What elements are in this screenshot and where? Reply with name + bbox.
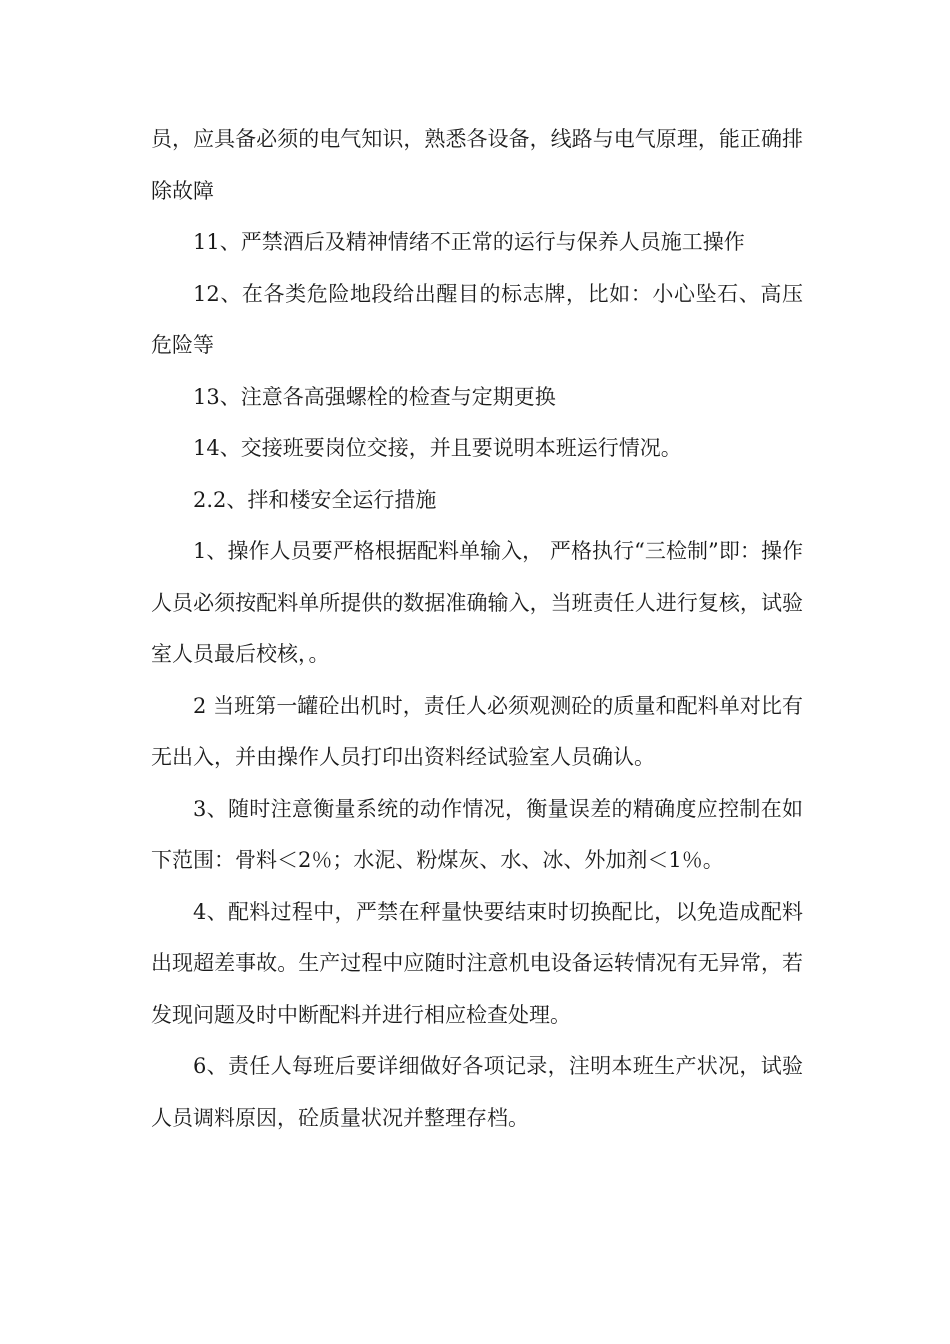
paragraph-item-11: 11、严禁酒后及精神情绪不正常的运行与保养人员施工操作: [193, 230, 745, 254]
paragraph-item-13: 13、注意各高强螺栓的检查与定期更换: [193, 384, 556, 409]
paragraph-item-12: 12、在各类危险地段给出醒目的标志牌，比如：小心坠石、高压危险等: [151, 281, 803, 357]
paragraph-continuation: 员，应具备必须的电气知识，熟悉各设备，线路与电气原理，能正确排除故障: [151, 127, 803, 203]
section-heading-2-2: 2.2、拌和楼安全运行措施: [193, 487, 437, 512]
paragraph-item-1: 1、操作人员要严格根据配料单输入， 严格执行“三检制”即：操作人员必须按配料单所提供的数据准确输入，当班责任人进行复核，试验室人员最后校核，。: [151, 539, 803, 666]
paragraph-item-6: 6、责任人每班后要详细做好各项记录，注明本班生产状况，试验人员调料原因，砼质量状况并整理存档。: [151, 1054, 803, 1130]
paragraph-item-4: 4、配料过程中，严禁在秤量快要结束时切换配比，以免造成配料出现超差事故。生产过程中应随时注意机电设备运转情况有无异常，若发现问题及时中断配料并进行相应检查处理。: [151, 899, 803, 1027]
paragraph-item-2: 2 当班第一罐砼出机时，责任人必须观测砼的质量和配料单对比有无出入，并由操作人员打印出资料经试验室人员确认。: [151, 693, 803, 769]
paragraph-item-3: 3、随时注意衡量系统的动作情况，衡量误差的精确度应控制在如下范围：骨料＜2％；水泥、粉煤灰、水、冰、外加剂＜1％。: [151, 796, 803, 872]
paragraph-item-14: 14、交接班要岗位交接，并且要说明本班运行情况。: [193, 436, 682, 460]
document-body: [151, 114, 803, 1144]
